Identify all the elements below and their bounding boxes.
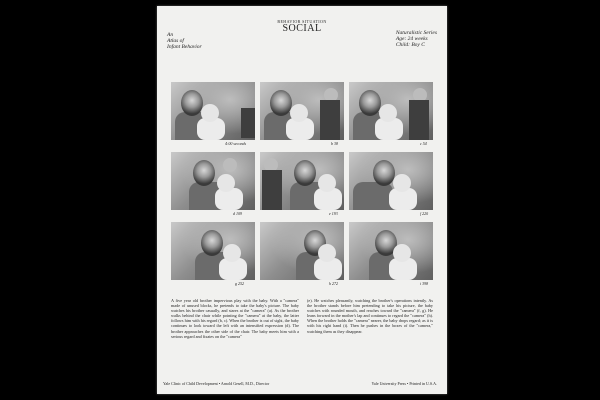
photo-g-caption: g 252 <box>235 281 244 286</box>
photo-e-caption: e 193 <box>329 211 338 216</box>
photo-b-caption: b 38 <box>331 141 338 146</box>
footer-publisher: Yale Clinic of Child Development • Arnold Gesell, M.D., Director <box>163 381 270 386</box>
photo-a <box>171 82 255 140</box>
photo-i-caption: i 398 <box>420 281 429 286</box>
series-age: Age: 24 weeks <box>395 36 428 42</box>
situation-title: SOCIAL <box>282 23 322 34</box>
series-name: Naturalistic Series <box>395 30 437 36</box>
photo-g <box>171 222 255 280</box>
photo-e <box>260 152 344 210</box>
photo-c <box>349 82 433 140</box>
document-page <box>157 6 447 394</box>
situation-label: BEHAVIOR SITUATION <box>277 19 327 24</box>
photo-h <box>260 222 344 280</box>
description-right: (e). He watches pleasantly, watching the brother's operations intently. As the brother stands before him pretending to take his picture, the baby watches with rounded mouth, and reaches toward the "camera" (f, g). He leans forward in the mother's lap and continues to regard the "camera" (h). When the brother holds the "camera" nearer, the baby drops regard; as it is with his right hand (i). Then he pushes in the boxes of the "camera," watching them as they disappear. <box>307 298 433 334</box>
atlas-title <box>167 32 202 50</box>
atlas-title-line1: An <box>167 32 174 38</box>
photo-h-caption: h 272 <box>329 281 338 286</box>
photo-a-caption: 4:00 seconds <box>225 141 246 146</box>
photo-d <box>171 152 255 210</box>
series-info <box>396 30 437 48</box>
photo-b <box>260 82 344 140</box>
atlas-title-line3: Infant Behavior <box>167 44 202 50</box>
photo-f-caption: f 220 <box>420 211 429 216</box>
photo-d-caption: d 109 <box>233 211 242 216</box>
photo-f <box>349 152 433 210</box>
footer-press: Yale University Press • Printed in U.S.A. <box>371 381 437 386</box>
series-child: Child: Boy C <box>395 42 425 48</box>
photo-i <box>349 222 433 280</box>
description-left: A five year old brother impervious play with the baby. With a "camera" made of unused blocks, he pretends to take the baby's picture. The baby watches his brother casually, and stares at the "camera" (a). As the brother walks behind the chair while pointing the "camera" at the baby, the latter follows him with his regard (b, c). When the brother is out of sight, the baby continues to look toward the left with an intensified expression (d). The brother approaches the other side of the chair. The baby meets him with a serious regard and fixates on the "camera" <box>171 298 299 339</box>
photo-c-caption: c 54 <box>420 141 427 146</box>
atlas-title-line2: Atlas of <box>167 38 184 44</box>
